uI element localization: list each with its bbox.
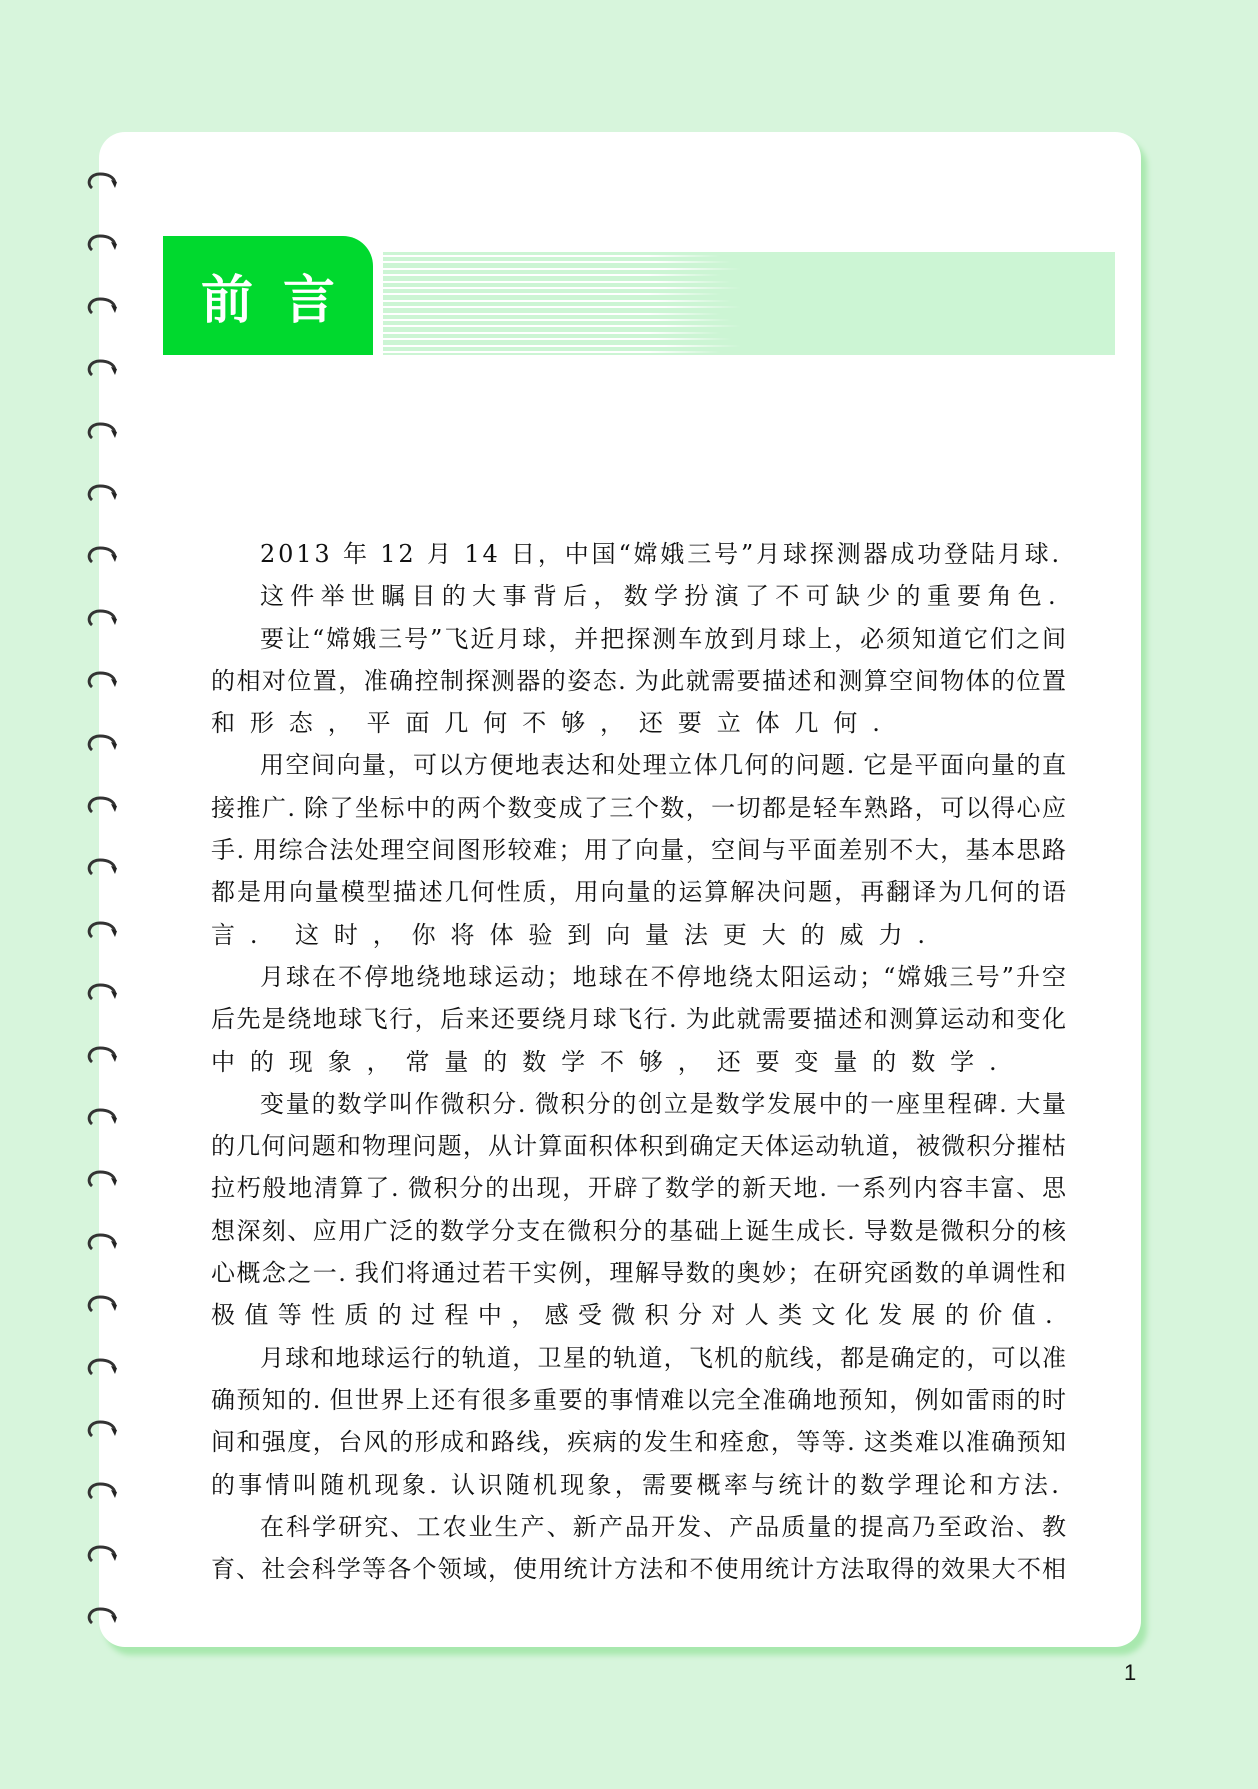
binding-ring-icon [84,1357,122,1379]
paragraph-line: 都是用向量模型描述几何性质，用向量的运算解决问题，再翻译为几何的语 [211,878,1066,907]
binding-ring-icon [84,857,122,879]
stripe-line [383,274,866,276]
binding-ring-icon [84,1544,122,1566]
binding-ring-icon [84,1481,122,1503]
binding-ring-icon [84,358,122,380]
paragraph-line: 心概念之一. 我们将通过若干实例，理解导数的奥妙；在研究函数的单调性和 [211,1259,1066,1288]
section-title-tab [163,236,373,355]
stripe-line [383,338,881,340]
stripe-line [383,255,866,257]
binding-ring-icon [84,1169,122,1191]
paragraph-line: 2013 年 12 月 14 日，中国“嫦娥三号”月球探测器成功登陆月球. [260,540,1062,568]
binding-ring-icon [84,733,122,755]
paragraph-line: 言. 这时，你将体验到向量法更大的威力. [211,920,940,949]
paragraph-line: 的相对位置，准确控制探测器的姿态. 为此就需要描述和测算空间物体的位置 [211,666,1066,695]
stripe-line [383,287,895,289]
binding-ring-icon [84,483,122,505]
paragraph-line: 的事情叫随机现象. 认识随机现象，需要概率与统计的数学理论和方法. [211,1470,1063,1499]
stripe-line [383,345,895,347]
binding-ring-icon [84,1419,122,1441]
binding-ring-icon [84,670,122,692]
stripe-line [383,325,895,327]
stripe-line [383,313,866,315]
stripe-line [383,306,895,308]
paragraph-line: 间和强度，台风的形成和路线，疾病的发生和痊愈，等等. 这类难以准确预知 [211,1428,1066,1457]
paragraph-line: 极值等性质的过程中，感受微积分对人类文化发展的价值. [211,1301,1062,1330]
binding-ring-icon [84,920,122,942]
binding-ring-icon [84,545,122,567]
paragraph-line: 的几何问题和物理问题，从计算面积体积到确定天体运动轨道，被微积分摧枯 [211,1132,1066,1161]
binding-ring-icon [84,1045,122,1067]
binding-ring-icon [84,795,122,817]
paragraph-line: 变量的数学叫作微积分. 微积分的创立是数学发展中的一座里程碑. 大量 [260,1089,1066,1118]
stripe-line [383,351,866,353]
stripe-line [383,281,881,283]
paragraph-line: 这件举世瞩目的大事背后，数学扮演了不可缺少的重要角色. [260,582,1062,611]
stripe-line [383,268,895,270]
binding-ring-icon [84,1294,122,1316]
binding-ring-icon [84,1232,122,1254]
paragraph-line: 手. 用综合法处理空间图形较难；用了向量，空间与平面差别不大，基本思路 [211,836,1066,865]
paragraph-line: 和形态，平面几何不够，还要立体几何. [211,709,895,738]
stripe-line [383,300,881,302]
paragraph-line: 想深刻、应用广泛的数学分支在微积分的基础上诞生成长. 导数是微积分的核 [211,1216,1066,1245]
paragraph-line: 确预知的. 但世界上还有很多重要的事情难以完全准确地预知，例如雷雨的时 [211,1385,1066,1414]
paragraph-line: 后先是绕地球飞行，后来还要绕月球飞行. 为此就需要描述和测算运动和变化 [211,1005,1066,1034]
binding-ring-icon [84,421,122,443]
stripe-line [383,261,881,263]
binding-ring-icon [84,1107,122,1129]
stripe-line [383,293,866,295]
page-title: 前言 [200,270,365,331]
binding-ring-icon [84,233,122,255]
paragraph-line: 接推广. 除了坐标中的两个数变成了三个数，一切都是轻车熟路，可以得心应 [211,793,1066,822]
paragraph-line: 中的现象，常量的数学不够，还要变量的数学. [211,1047,1012,1076]
stripe-line [383,319,881,321]
paragraph-line: 在科学研究、工农业生产、新产品开发、产品质量的提高乃至政治、教 [260,1512,1066,1541]
paragraph-line: 月球在不停地绕地球运动；地球在不停地绕太阳运动；“嫦娥三号”升空 [260,962,1066,991]
binding-ring-icon [84,982,122,1004]
binding-ring-icon [84,296,122,318]
binding-ring-icon [84,608,122,630]
paragraph-line: 月球和地球运行的轨道，卫星的轨道，飞机的航线，都是确定的，可以准 [260,1343,1066,1372]
title-stripe-banner [383,252,1115,355]
paragraph-line: 拉朽般地清算了. 微积分的出现，开辟了数学的新天地. 一系列内容丰富、思 [211,1174,1066,1203]
paragraph-line: 要让“嫦娥三号”飞近月球，并把探测车放到月球上，必须知道它们之间 [260,624,1066,653]
stripe-line [383,332,866,334]
binding-ring-icon [84,1606,122,1628]
paragraph-line: 育、社会科学等各个领域，使用统计方法和不使用统计方法取得的效果大不相 [211,1555,1066,1584]
preface-body [211,533,1066,1590]
paragraph-line: 用空间向量，可以方便地表达和处理立体几何的问题. 它是平面向量的直 [260,751,1066,780]
page-number: 1 [1124,1660,1137,1685]
binding-ring-icon [84,171,122,193]
